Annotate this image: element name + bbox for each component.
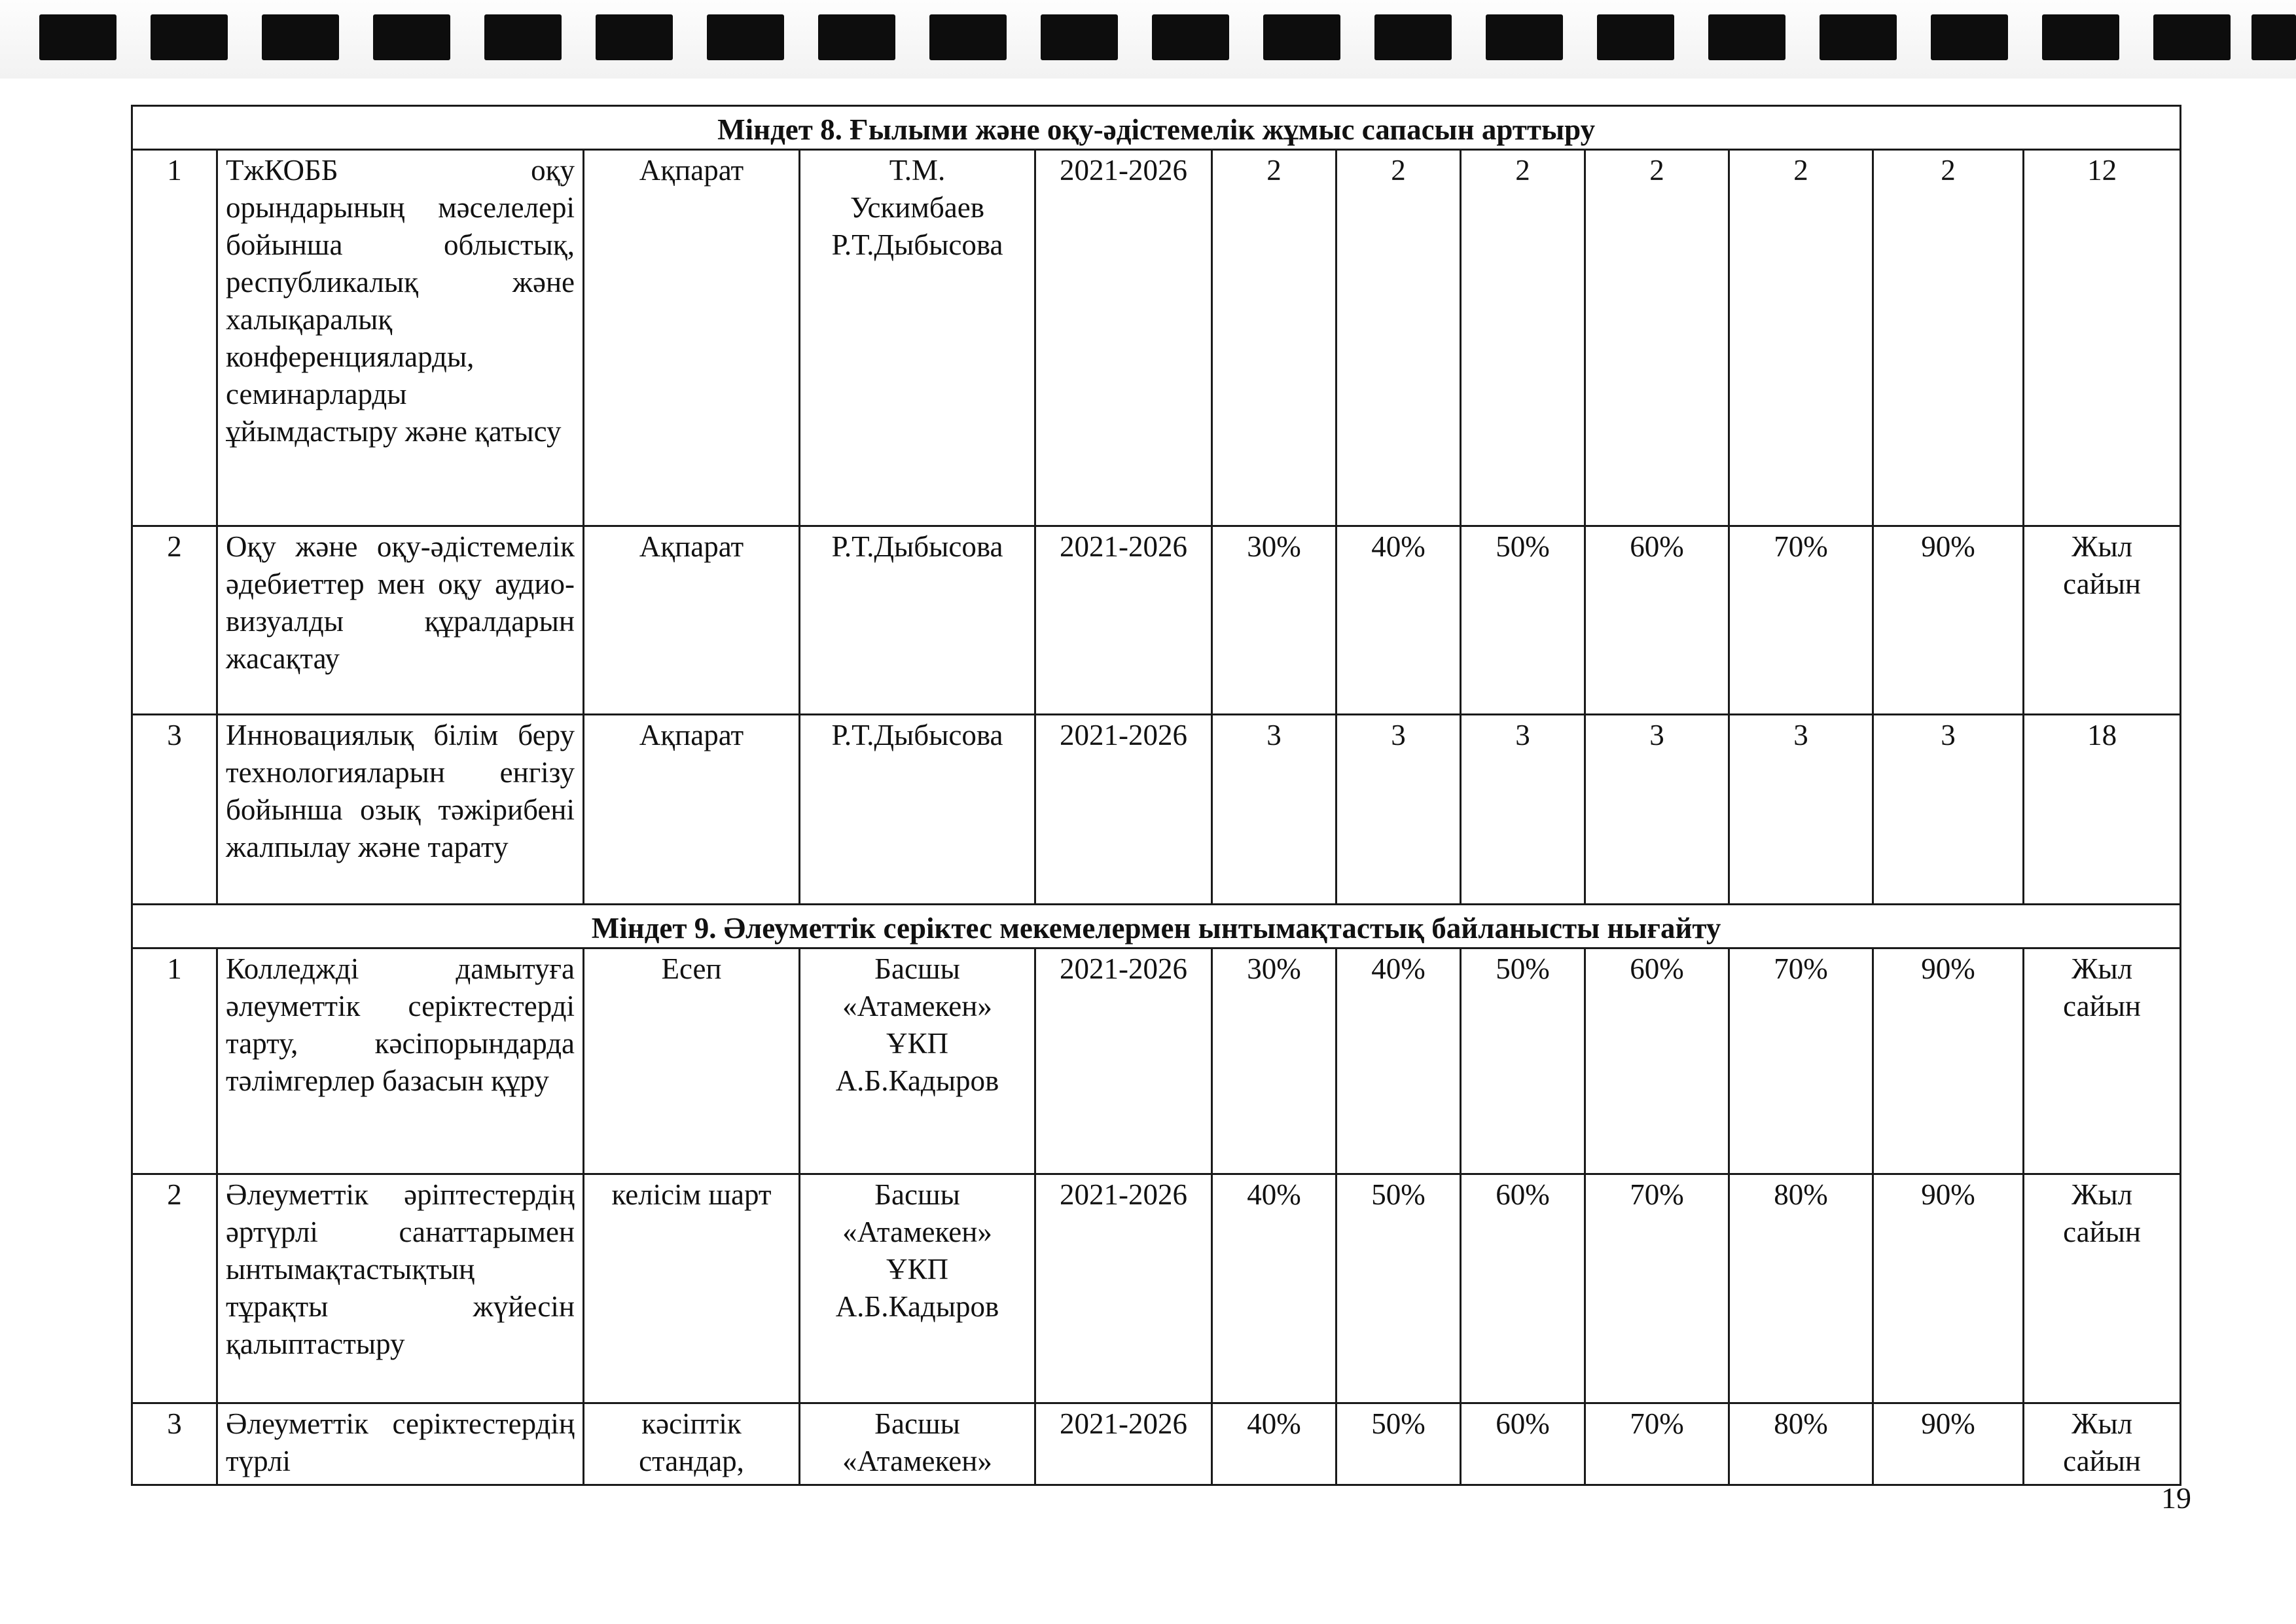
- yearly-value: 3: [1873, 715, 2024, 905]
- binder-hole: [151, 14, 228, 60]
- yearly-value: 70%: [1729, 526, 1873, 715]
- responsible-line: А.Б.Кадыров: [835, 1064, 999, 1097]
- total-value: Жыл сайын: [2024, 1403, 2181, 1485]
- binder-hole: [929, 14, 1007, 60]
- yearly-value: 40%: [1212, 1174, 1336, 1403]
- yearly-value: 3: [1461, 715, 1585, 905]
- row-number: 1: [132, 150, 217, 526]
- responsible-line: «Атамекен»: [842, 990, 992, 1022]
- binder-hole: [262, 14, 339, 60]
- yearly-value: 50%: [1461, 526, 1585, 715]
- binder-hole: [2153, 14, 2231, 60]
- yearly-value: 40%: [1212, 1403, 1336, 1485]
- yearly-value: 70%: [1585, 1403, 1729, 1485]
- yearly-value: 50%: [1336, 1174, 1461, 1403]
- table-row: [132, 1174, 2181, 1403]
- binder-edge: [0, 0, 2296, 79]
- table-row: [132, 715, 2181, 905]
- yearly-value: 40%: [1336, 526, 1461, 715]
- plan-table: [131, 105, 2181, 1486]
- total-value: 18: [2024, 715, 2181, 905]
- yearly-value: 90%: [1873, 948, 2024, 1174]
- yearly-value: 70%: [1585, 1174, 1729, 1403]
- yearly-value: 2: [1873, 150, 2024, 526]
- yearly-value: 2: [1212, 150, 1336, 526]
- responsible-line: Басшы: [874, 1178, 960, 1211]
- table-row: [132, 150, 2181, 526]
- yearly-value: 30%: [1212, 526, 1336, 715]
- binder-hole: [2042, 14, 2119, 60]
- responsible-line: Р.Т.Дыбысова: [831, 228, 1003, 261]
- binder-hole: [596, 14, 673, 60]
- activity-description: Әлеуметтік әріптестердің әртүрлі санаттарымен ынтымақтастықтың тұрақты жүйесін қалыптастыру: [217, 1174, 584, 1403]
- yearly-value: 3: [1585, 715, 1729, 905]
- responsible-line: Р.Т.Дыбысова: [831, 530, 1003, 563]
- yearly-value: 3: [1729, 715, 1873, 905]
- responsible-line: ҰКП: [886, 1027, 948, 1060]
- responsible-line: А.Б.Кадыров: [835, 1290, 999, 1323]
- responsible-persons: [800, 715, 1035, 905]
- period: 2021-2026: [1035, 1403, 1212, 1485]
- completion-form: кәсіптік стандар,: [584, 1403, 800, 1485]
- binder-hole: [1708, 14, 1785, 60]
- yearly-value: 90%: [1873, 526, 2024, 715]
- responsible-persons: [800, 948, 1035, 1174]
- period: 2021-2026: [1035, 526, 1212, 715]
- section-title: Міндет 9. Әлеуметтік серіктес мекемелермен ынтымақтастық байланысты нығайту: [132, 905, 2181, 948]
- yearly-value: 60%: [1461, 1403, 1585, 1485]
- yearly-value: 80%: [1729, 1174, 1873, 1403]
- yearly-value: 2: [1729, 150, 1873, 526]
- responsible-persons: [800, 1174, 1035, 1403]
- total-value: Жыл сайын: [2024, 526, 2181, 715]
- yearly-value: 50%: [1336, 1403, 1461, 1485]
- period: 2021-2026: [1035, 150, 1212, 526]
- responsible-line: Т.М.: [889, 154, 946, 187]
- binder-hole: [1931, 14, 2008, 60]
- responsible-line: Ускимбаев: [850, 191, 984, 224]
- binder-hole: [1263, 14, 1340, 60]
- binder-hole: [2251, 14, 2296, 60]
- total-value: Жыл сайын: [2024, 948, 2181, 1174]
- yearly-value: 2: [1336, 150, 1461, 526]
- responsible-persons: [800, 526, 1035, 715]
- yearly-value: 2: [1461, 150, 1585, 526]
- yearly-value: 40%: [1336, 948, 1461, 1174]
- section-header-row: [132, 905, 2181, 948]
- yearly-value: 70%: [1729, 948, 1873, 1174]
- page-number: 19: [2161, 1481, 2191, 1515]
- table-row: [132, 948, 2181, 1174]
- yearly-value: 3: [1336, 715, 1461, 905]
- yearly-value: 50%: [1461, 948, 1585, 1174]
- responsible-persons: [800, 1403, 1035, 1485]
- activity-description: ТжКОББ оқу орындарының мәселелері бойынша облыстық, республикалық және халықаралық конференцияларды, семинарларды ұйымдастыру және қатысу: [217, 150, 584, 526]
- activity-description: Колледжді дамытуға әлеуметтік серіктестерді тарту, кәсіпорындарда тәлімгерлер базасын құру: [217, 948, 584, 1174]
- row-number: 3: [132, 1403, 217, 1485]
- responsible-line: «Атамекен»: [842, 1445, 992, 1477]
- binder-hole: [818, 14, 895, 60]
- row-number: 3: [132, 715, 217, 905]
- responsible-line: Р.Т.Дыбысова: [831, 719, 1003, 751]
- binder-hole: [1152, 14, 1229, 60]
- completion-form: Ақпарат: [584, 526, 800, 715]
- completion-form: Ақпарат: [584, 150, 800, 526]
- period: 2021-2026: [1035, 715, 1212, 905]
- row-number: 2: [132, 526, 217, 715]
- section-header-row: [132, 106, 2181, 150]
- binder-hole: [1374, 14, 1452, 60]
- yearly-value: 90%: [1873, 1174, 2024, 1403]
- responsible-persons: [800, 150, 1035, 526]
- binder-hole: [707, 14, 784, 60]
- activity-description: Әлеуметтік серіктестердің түрлі: [217, 1403, 584, 1485]
- period: 2021-2026: [1035, 948, 1212, 1174]
- yearly-value: 90%: [1873, 1403, 2024, 1485]
- completion-form: Есеп: [584, 948, 800, 1174]
- section-title: Міндет 8. Ғылыми және оқу-әдістемелік жұмыс сапасын арттыру: [132, 106, 2181, 150]
- completion-form: Ақпарат: [584, 715, 800, 905]
- activity-description: Инновациялық білім беру технологияларын енгізу бойынша озық тәжірибені жалпылау және тарату: [217, 715, 584, 905]
- binder-hole: [1820, 14, 1897, 60]
- responsible-line: ҰКП: [886, 1253, 948, 1286]
- yearly-value: 3: [1212, 715, 1336, 905]
- yearly-value: 30%: [1212, 948, 1336, 1174]
- activity-description: Оқу және оқу-әдістемелік әдебиеттер мен оқу аудио-визуалды құралдарын жасақтау: [217, 526, 584, 715]
- period: 2021-2026: [1035, 1174, 1212, 1403]
- binder-hole: [1041, 14, 1118, 60]
- binder-hole: [39, 14, 117, 60]
- completion-form: келісім шарт: [584, 1174, 800, 1403]
- table-row: [132, 1403, 2181, 1485]
- total-value: 12: [2024, 150, 2181, 526]
- total-value: Жыл сайын: [2024, 1174, 2181, 1403]
- yearly-value: 60%: [1461, 1174, 1585, 1403]
- binder-hole: [373, 14, 450, 60]
- row-number: 2: [132, 1174, 217, 1403]
- yearly-value: 80%: [1729, 1403, 1873, 1485]
- responsible-line: Басшы: [874, 1407, 960, 1440]
- yearly-value: 60%: [1585, 948, 1729, 1174]
- yearly-value: 2: [1585, 150, 1729, 526]
- yearly-value: 60%: [1585, 526, 1729, 715]
- responsible-line: Басшы: [874, 952, 960, 985]
- table-row: [132, 526, 2181, 715]
- responsible-line: «Атамекен»: [842, 1216, 992, 1248]
- row-number: 1: [132, 948, 217, 1174]
- binder-hole: [1597, 14, 1674, 60]
- binder-hole: [1486, 14, 1563, 60]
- binder-hole: [484, 14, 562, 60]
